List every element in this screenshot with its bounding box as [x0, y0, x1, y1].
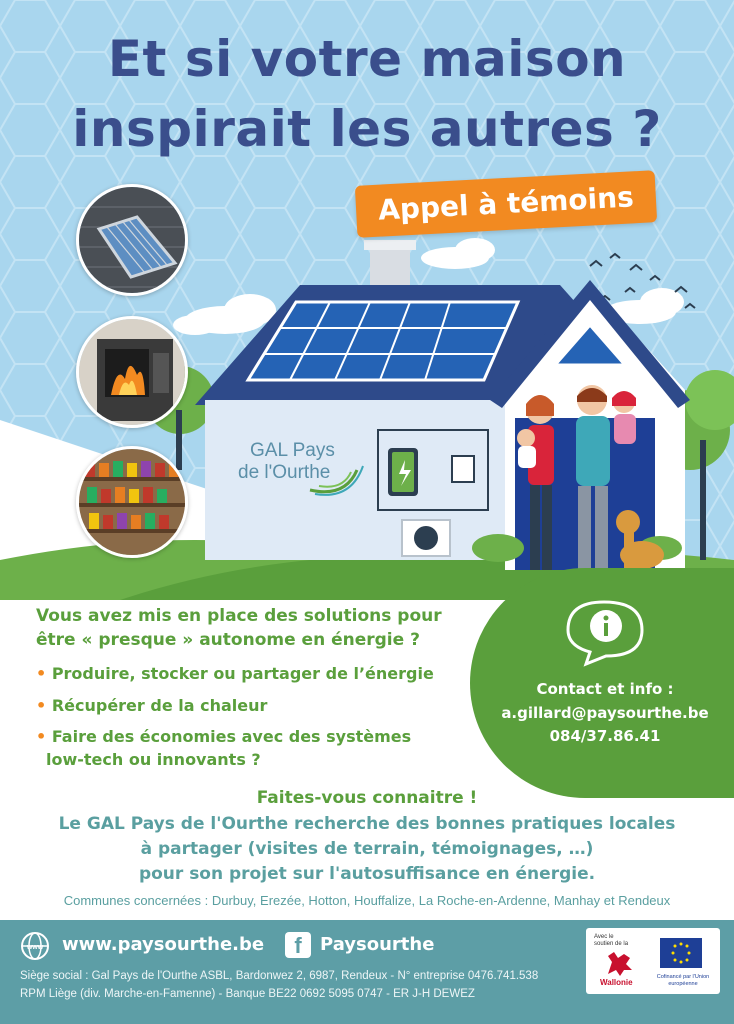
photo-wood-stove [76, 316, 188, 428]
bullet-item-continuation: low-tech ou innovants ? [46, 750, 261, 769]
footer-info-line-2: RPM Liège (div. Marche-en-Famenne) - Banque BE22 0692 5095 0747 - ER J-H DEWEZ [20, 988, 475, 1000]
gal-logo-line-2: de l'Ourthe [238, 462, 331, 483]
facebook-link[interactable]: Paysourthe [320, 934, 435, 955]
facebook-icon: f [285, 932, 311, 958]
globe-label: www [26, 944, 44, 951]
footer-info-line-1: Siège social : Gal Pays de l'Ourthe ASBL, Bardonwez 2, 6987, Rendeux - N° entreprise 0476.741.538 [20, 970, 539, 982]
bullet-item: • Récupérer de la chaleur [36, 696, 268, 715]
contact-phone[interactable]: 084/37.86.41 [549, 727, 661, 745]
communes-list: Communes concernées : Durbuy, Erezée, Hotton, Houffalize, La Roche-en-Ardenne, Manhay et Rendeux [63, 893, 671, 908]
wallonie-logo-text: Wallonie [600, 978, 633, 987]
eu-flag-icon [660, 938, 702, 968]
photo-solar-thermal-roof [76, 184, 188, 296]
bullet-dot: • [36, 727, 47, 746]
appel-a-temoins-badge: Appel à témoins [355, 170, 657, 238]
photo-food-pantry [76, 446, 188, 558]
info-speech-bubble-icon [560, 596, 650, 668]
gal-logo-line-1: GAL Pays [250, 440, 335, 461]
intro-line-1: Vous avez mis en place des solutions pour [36, 606, 442, 626]
contact-title: Contact et info : [536, 680, 674, 698]
gal-logo-swirl-icon [305, 450, 365, 500]
bullet-dot: • [36, 696, 47, 715]
bullet-dot: • [36, 664, 47, 683]
cta-heading: Faites-vous connaitre ! [256, 788, 478, 808]
wallonie-caption: Avec le soutien de la [594, 934, 629, 947]
cta-line-4: pour son projet sur l'autosuffisance en énergie. [138, 864, 596, 884]
bullet-item: • Produire, stocker ou partager de l’énergie [36, 664, 434, 683]
eu-caption: Cofinancé par l'Union européenne [656, 974, 710, 987]
intro-line-2: être « presque » autonome en énergie ? [36, 630, 420, 650]
headline-line-2: inspirait les autres ? [72, 100, 662, 158]
cta-line-2: Le GAL Pays de l'Ourthe recherche des bonnes pratiques locales [58, 814, 676, 834]
bullet-item: • Faire des économies avec des systèmes [36, 727, 412, 746]
partner-logos [586, 928, 720, 994]
website-link[interactable]: www.paysourthe.be [62, 934, 265, 955]
wallonie-rooster-icon [602, 948, 636, 978]
headline-line-1: Et si votre maison [107, 30, 627, 88]
cta-line-3: à partager (visites de terrain, témoignages, …) [140, 839, 594, 859]
contact-email[interactable]: a.gillard@paysourthe.be [501, 704, 709, 722]
globe-icon [20, 931, 50, 961]
